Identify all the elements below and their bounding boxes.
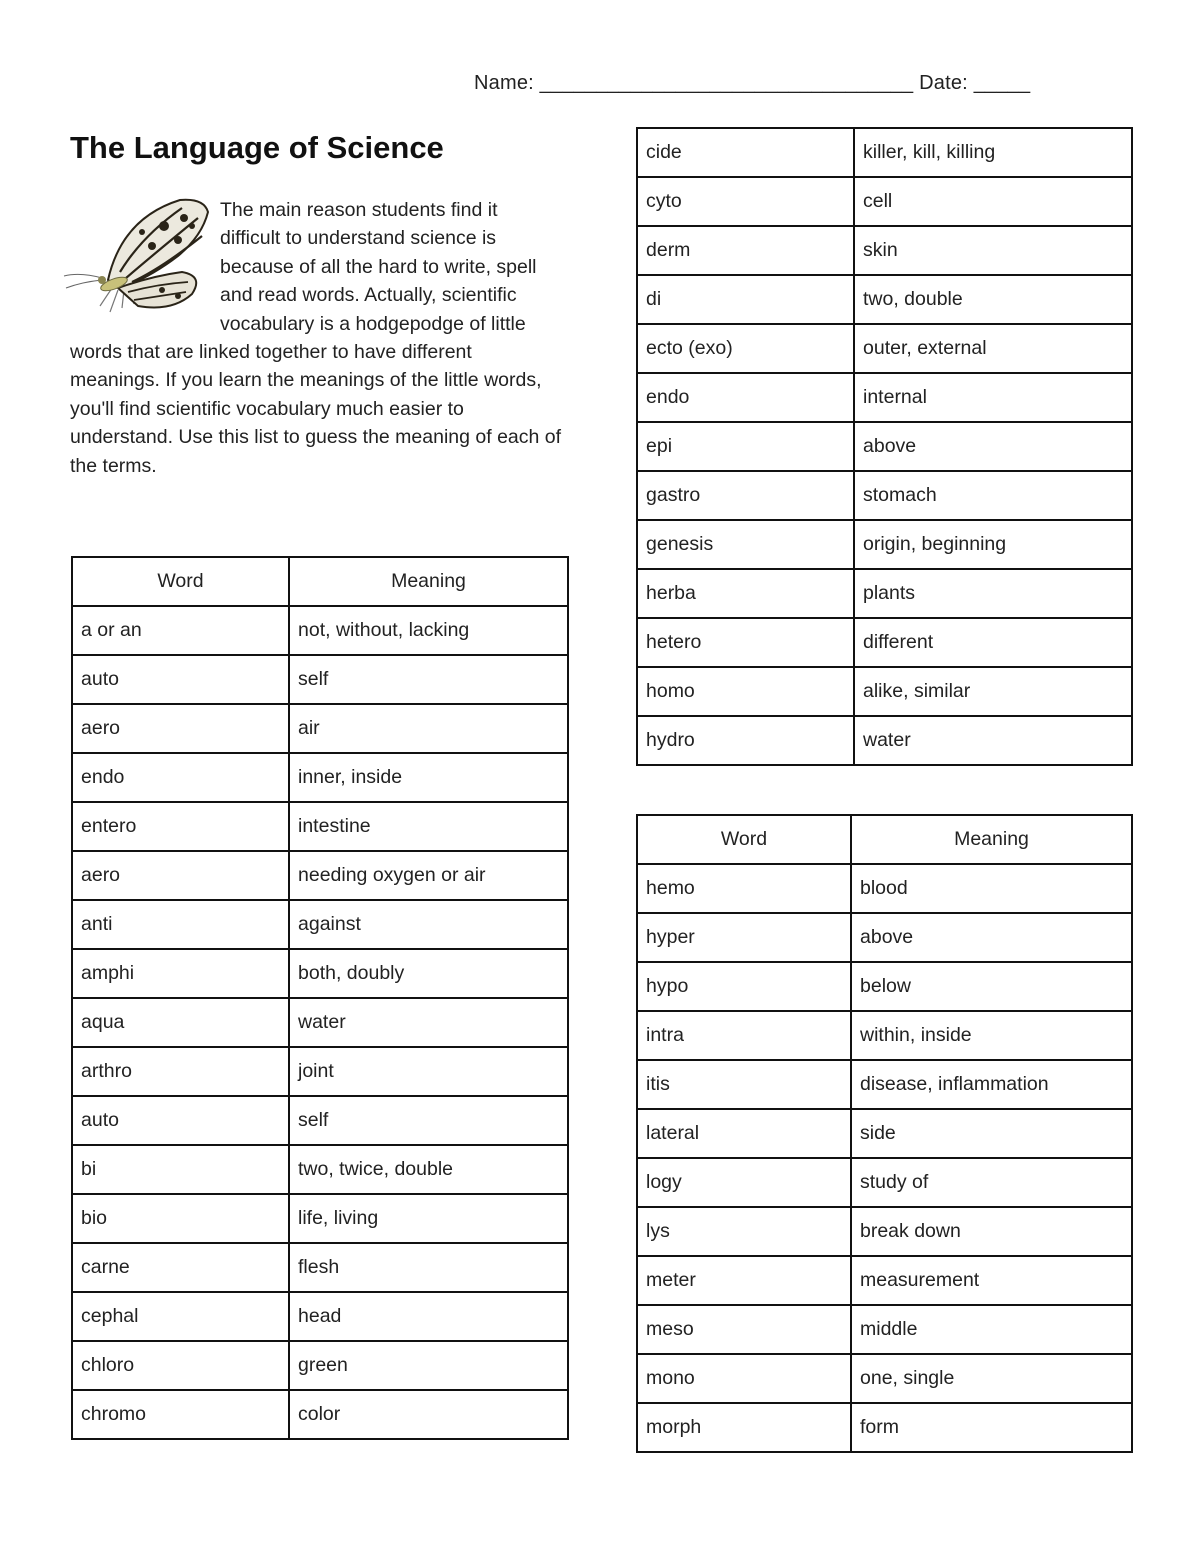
table-row [72, 900, 568, 949]
word-cell: amphi [72, 949, 289, 998]
meaning-cell: blood [851, 864, 1132, 913]
word-cell: homo [637, 667, 854, 716]
word-cell: endo [72, 753, 289, 802]
column-header-meaning: Meaning [289, 557, 568, 606]
meaning-cell: middle [851, 1305, 1132, 1354]
word-cell: lys [637, 1207, 851, 1256]
table-row [72, 1341, 568, 1390]
table-row [72, 655, 568, 704]
butterfly-image [62, 196, 212, 321]
word-cell: anti [72, 900, 289, 949]
word-cell: endo [637, 373, 854, 422]
intro-text: The main reason students find it difficult to understand science is because of all the hard to write, spell and read words. Actually, scientific vocabulary is a hodgepodge of little words that are linked together to have different meanings. If you learn the meanings of the little words, you'll find scientific vocabulary much easier to understand. Use this list to guess the meaning of each of the terms. [70, 199, 562, 477]
column-header-meaning: Meaning [851, 815, 1132, 864]
table-row [637, 373, 1132, 422]
word-cell: di [637, 275, 854, 324]
word-cell: morph [637, 1403, 851, 1452]
table-row [637, 618, 1132, 667]
word-cell: aero [72, 851, 289, 900]
table-row [72, 1145, 568, 1194]
table-row [637, 962, 1132, 1011]
word-cell: meter [637, 1256, 851, 1305]
meaning-cell: air [289, 704, 568, 753]
word-cell: arthro [72, 1047, 289, 1096]
table-row [637, 1305, 1132, 1354]
meaning-cell: against [289, 900, 568, 949]
table-row [72, 1096, 568, 1145]
table-row [72, 606, 568, 655]
table-row [72, 1292, 568, 1341]
table-row [637, 1158, 1132, 1207]
word-cell: mono [637, 1354, 851, 1403]
vocab-table-right-top [636, 127, 1133, 766]
word-cell: bio [72, 1194, 289, 1243]
word-cell: hydro [637, 716, 854, 765]
meaning-cell: alike, similar [854, 667, 1132, 716]
meaning-cell: inner, inside [289, 753, 568, 802]
word-cell: a or an [72, 606, 289, 655]
table-row [637, 569, 1132, 618]
table-row [72, 704, 568, 753]
meaning-cell: self [289, 655, 568, 704]
word-cell: logy [637, 1158, 851, 1207]
table-row [72, 1194, 568, 1243]
word-cell: cephal [72, 1292, 289, 1341]
meaning-cell: skin [854, 226, 1132, 275]
table-row [72, 802, 568, 851]
meaning-cell: water [854, 716, 1132, 765]
table-row [72, 851, 568, 900]
meaning-cell: above [854, 422, 1132, 471]
meaning-cell: form [851, 1403, 1132, 1452]
meaning-cell: needing oxygen or air [289, 851, 568, 900]
column-header-word: Word [72, 557, 289, 606]
vocab-rows [637, 128, 1132, 765]
table-row [637, 1109, 1132, 1158]
table-row [637, 1060, 1132, 1109]
word-cell: epi [637, 422, 854, 471]
table-row [637, 128, 1132, 177]
meaning-cell: measurement [851, 1256, 1132, 1305]
page-title: The Language of Science [70, 130, 444, 165]
word-cell: bi [72, 1145, 289, 1194]
meaning-cell: joint [289, 1047, 568, 1096]
meaning-cell: study of [851, 1158, 1132, 1207]
table-row [637, 520, 1132, 569]
word-cell: ecto (exo) [637, 324, 854, 373]
word-cell: hetero [637, 618, 854, 667]
meaning-cell: color [289, 1390, 568, 1439]
table-row [637, 913, 1132, 962]
table-row [637, 1354, 1132, 1403]
word-cell: hemo [637, 864, 851, 913]
meaning-cell: different [854, 618, 1132, 667]
table-row [637, 1403, 1132, 1452]
table-row [72, 1243, 568, 1292]
meaning-cell: two, double [854, 275, 1132, 324]
meaning-cell: break down [851, 1207, 1132, 1256]
date-field[interactable]: _____ [973, 72, 1031, 94]
table-header-row [72, 557, 568, 606]
table-row [637, 667, 1132, 716]
meaning-cell: below [851, 962, 1132, 1011]
word-cell: carne [72, 1243, 289, 1292]
meaning-cell: internal [854, 373, 1132, 422]
table-row [72, 753, 568, 802]
word-cell: auto [72, 1096, 289, 1145]
word-cell: cide [637, 128, 854, 177]
vocab-table-right-bottom [636, 814, 1133, 1453]
meaning-cell: plants [854, 569, 1132, 618]
vocab-table-left [71, 556, 569, 1440]
vocab-rows [72, 606, 568, 1439]
name-label: Name: [474, 72, 534, 94]
word-cell: lateral [637, 1109, 851, 1158]
meaning-cell: water [289, 998, 568, 1047]
table-header-row [637, 815, 1132, 864]
word-cell: cyto [637, 177, 854, 226]
table-row [637, 275, 1132, 324]
meaning-cell: above [851, 913, 1132, 962]
table-row [72, 949, 568, 998]
word-cell: chloro [72, 1341, 289, 1390]
table-row [72, 1390, 568, 1439]
word-cell: meso [637, 1305, 851, 1354]
word-cell: intra [637, 1011, 851, 1060]
meaning-cell: both, doubly [289, 949, 568, 998]
meaning-cell: head [289, 1292, 568, 1341]
word-cell: derm [637, 226, 854, 275]
word-cell: entero [72, 802, 289, 851]
word-cell: hyper [637, 913, 851, 962]
table-row [637, 226, 1132, 275]
meaning-cell: green [289, 1341, 568, 1390]
table-row [637, 864, 1132, 913]
meaning-cell: disease, inflammation [851, 1060, 1132, 1109]
name-date-header [474, 72, 1030, 95]
vocab-rows [637, 864, 1132, 1452]
column-header-word: Word [637, 815, 851, 864]
meaning-cell: two, twice, double [289, 1145, 568, 1194]
date-label: Date: [919, 72, 968, 94]
intro-section [70, 196, 562, 480]
word-cell: gastro [637, 471, 854, 520]
word-cell: aero [72, 704, 289, 753]
word-cell: genesis [637, 520, 854, 569]
table-row [72, 1047, 568, 1096]
meaning-cell: life, living [289, 1194, 568, 1243]
word-cell: chromo [72, 1390, 289, 1439]
meaning-cell: stomach [854, 471, 1132, 520]
meaning-cell: self [289, 1096, 568, 1145]
meaning-cell: flesh [289, 1243, 568, 1292]
table-row [72, 998, 568, 1047]
table-row [637, 324, 1132, 373]
meaning-cell: not, without, lacking [289, 606, 568, 655]
meaning-cell: within, inside [851, 1011, 1132, 1060]
meaning-cell: side [851, 1109, 1132, 1158]
word-cell: aqua [72, 998, 289, 1047]
name-field[interactable]: _________________________________ [539, 72, 914, 94]
table-row [637, 716, 1132, 765]
meaning-cell: one, single [851, 1354, 1132, 1403]
table-row [637, 1207, 1132, 1256]
table-row [637, 1256, 1132, 1305]
meaning-cell: origin, beginning [854, 520, 1132, 569]
meaning-cell: cell [854, 177, 1132, 226]
word-cell: hypo [637, 962, 851, 1011]
table-row [637, 177, 1132, 226]
table-row [637, 1011, 1132, 1060]
meaning-cell: killer, kill, killing [854, 128, 1132, 177]
meaning-cell: outer, external [854, 324, 1132, 373]
word-cell: auto [72, 655, 289, 704]
table-row [637, 471, 1132, 520]
word-cell: itis [637, 1060, 851, 1109]
meaning-cell: intestine [289, 802, 568, 851]
word-cell: herba [637, 569, 854, 618]
table-row [637, 422, 1132, 471]
